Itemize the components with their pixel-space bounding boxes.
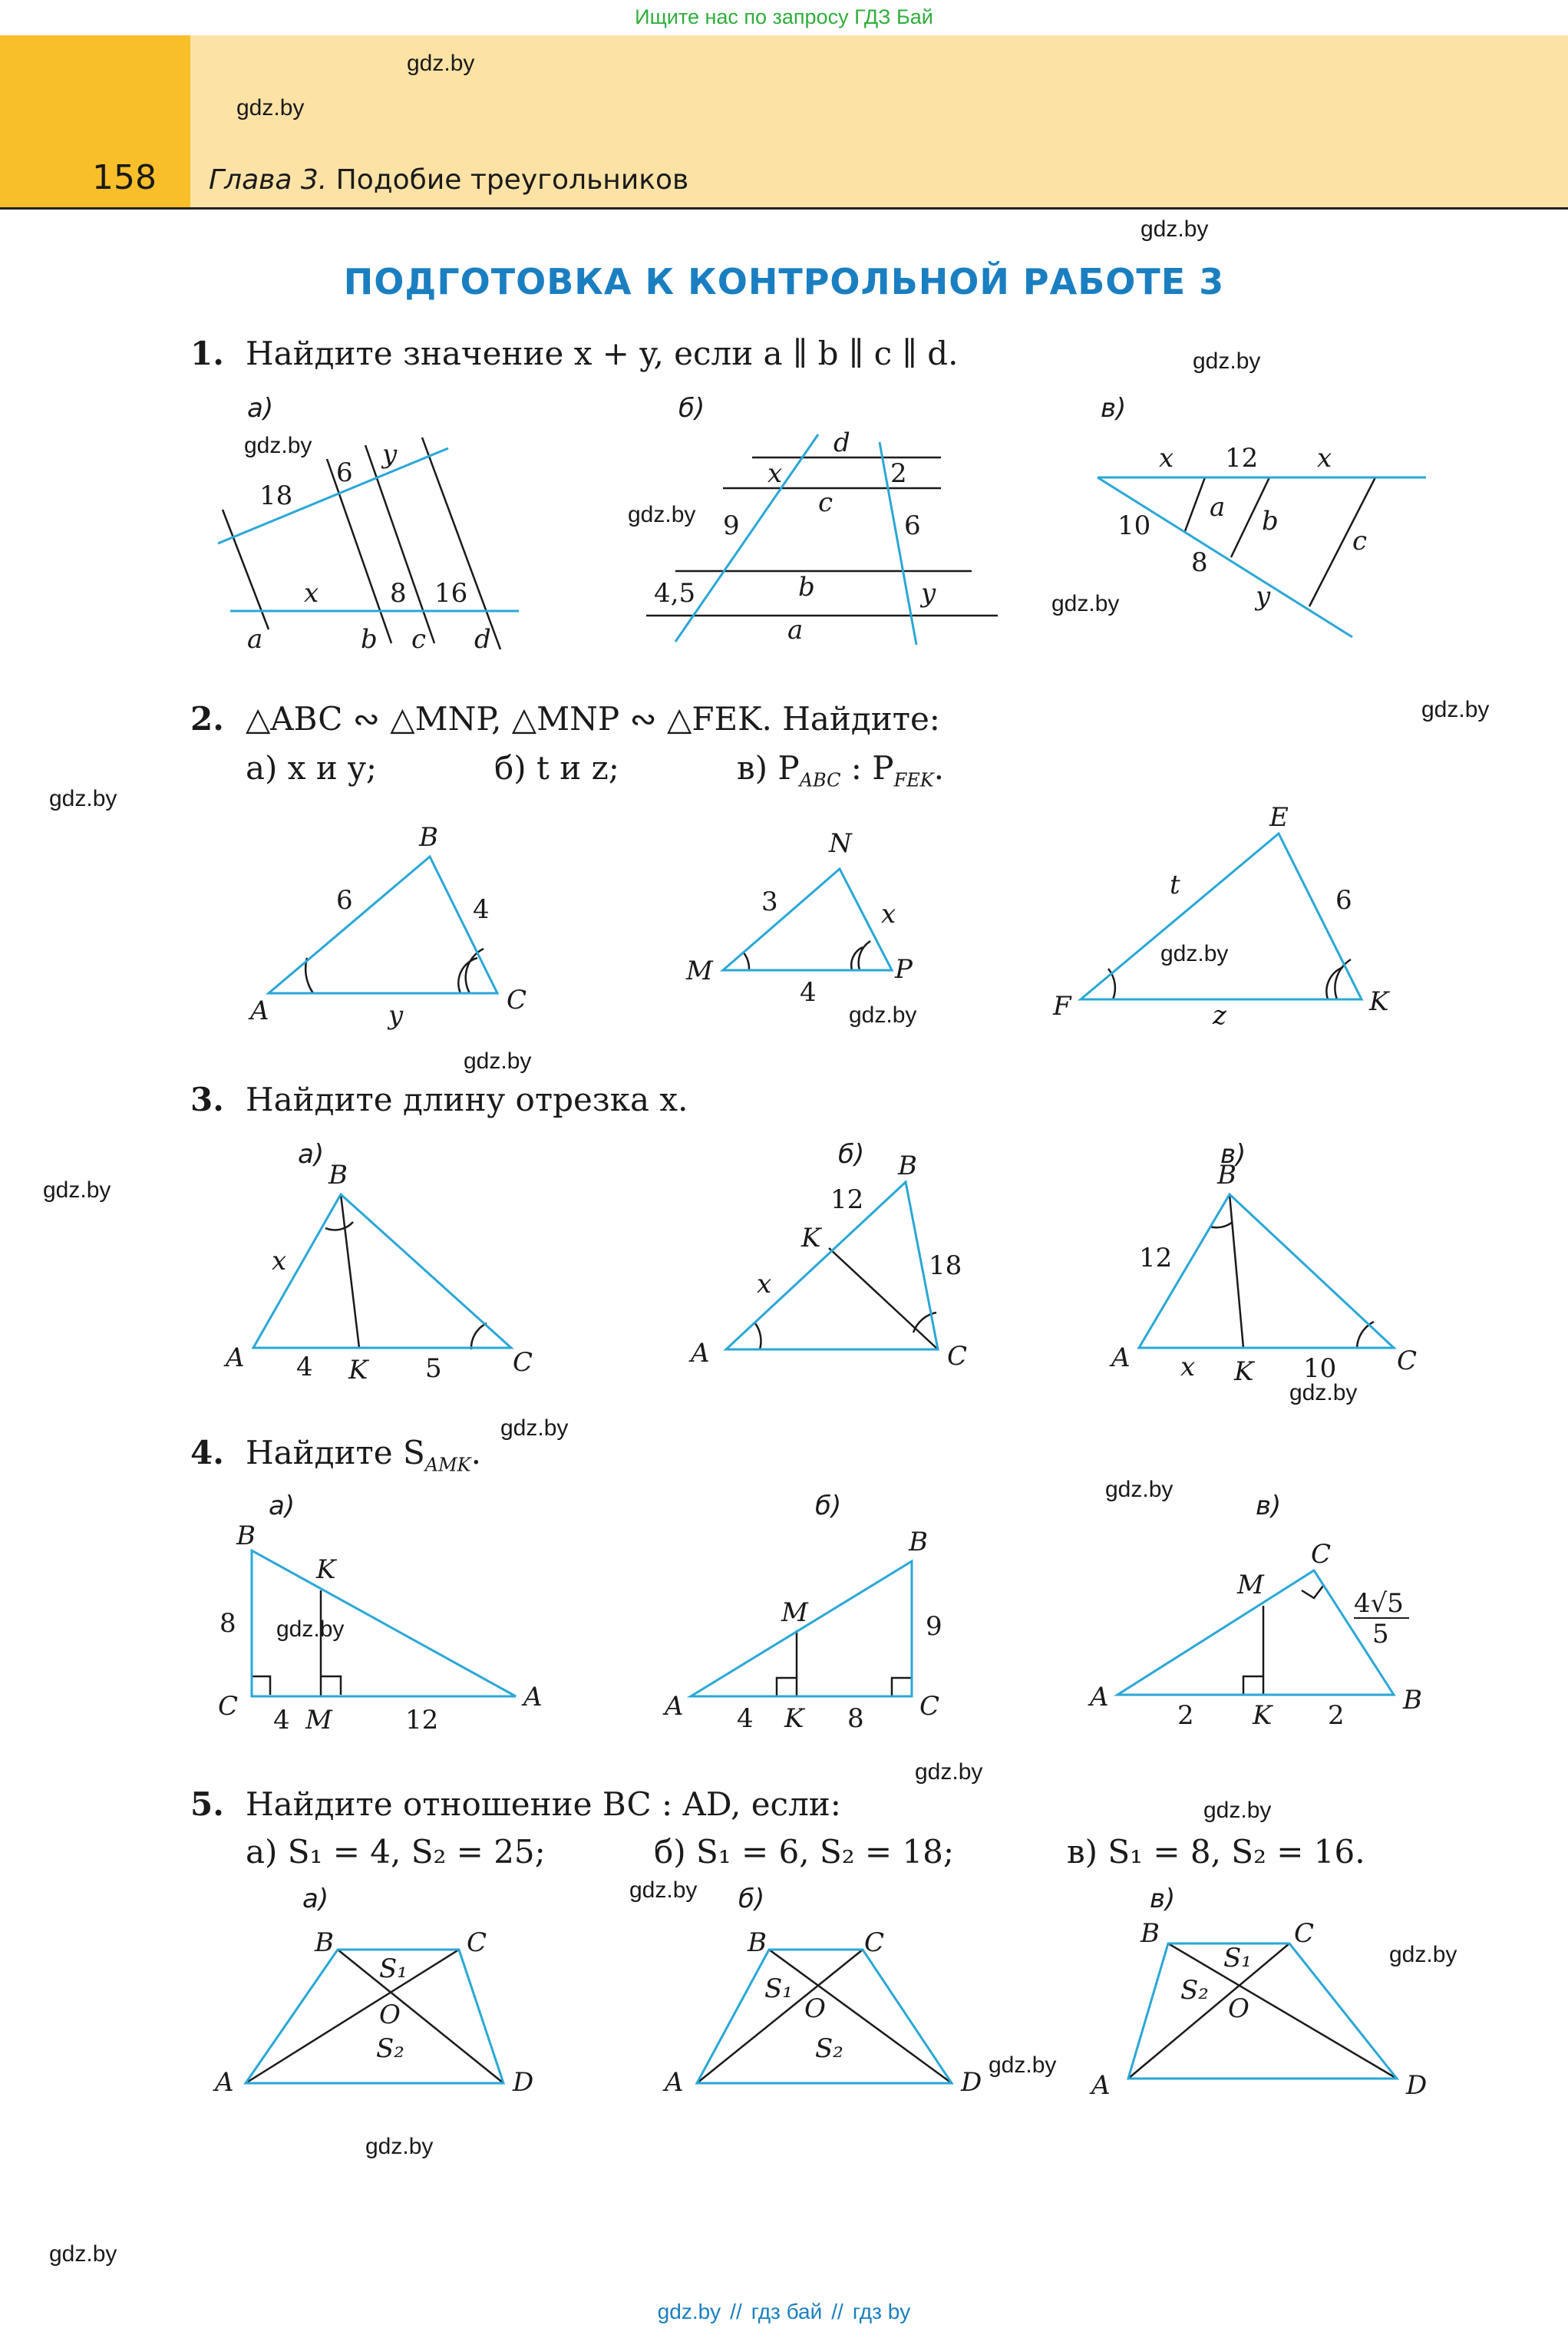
watermark: gdz.by <box>365 2134 434 2159</box>
side-label: 4 <box>273 1705 290 1735</box>
side-label: x <box>881 899 896 930</box>
right-angle-mark <box>892 1678 912 1696</box>
task-text: Найдите отношение BC : AD, если: <box>246 1785 841 1823</box>
fig-label: б) <box>738 1884 765 1914</box>
line-a <box>1185 477 1205 531</box>
vertex-label: K <box>348 1355 368 1385</box>
label: 6 <box>336 457 353 488</box>
vertex-label: B <box>1217 1160 1236 1190</box>
diagonal-bd <box>338 1950 503 2083</box>
vertex-label: K <box>784 1703 804 1734</box>
vertex-label: C <box>919 1691 940 1722</box>
side-label: x <box>757 1269 772 1299</box>
task-5-part-b: б) S₁ = 6, S₂ = 18; <box>654 1833 955 1871</box>
watermark: gdz.by <box>989 2052 1057 2078</box>
footer-link[interactable]: гдз by <box>852 2300 911 2323</box>
angle-arc <box>466 949 484 993</box>
line-d <box>422 438 500 649</box>
side-label: 18 <box>929 1250 962 1281</box>
watermark: gdz.by <box>1193 348 1261 374</box>
side-label: 8 <box>220 1608 236 1639</box>
task-number: 3. <box>190 1081 224 1118</box>
diagonal-bd <box>1168 1943 1397 2079</box>
triangle-fek <box>1081 834 1362 999</box>
angle-arc <box>743 952 749 970</box>
trapezoid-abcd <box>1128 1943 1397 2079</box>
label: a <box>247 624 263 655</box>
vertex-label: K <box>1234 1356 1254 1387</box>
label: 4,5 <box>654 578 696 609</box>
vertex-label: P <box>895 954 913 985</box>
side-label: 4 <box>737 1703 754 1734</box>
side-label: 4 <box>296 1352 313 1382</box>
subscript-amk: AMK <box>424 1454 471 1476</box>
watermark: gdz.by <box>464 1048 532 1074</box>
label: 10 <box>1117 510 1151 541</box>
fig-label: а) <box>247 393 274 424</box>
vertex-label: O <box>1228 1993 1249 2024</box>
chapter-name: Подобие треугольников <box>335 164 689 196</box>
vertex-label: E <box>1269 802 1289 833</box>
task-number: 2. <box>190 700 224 738</box>
label: x <box>1317 443 1332 474</box>
vertex-label: M <box>781 1597 808 1628</box>
transversal <box>218 448 448 543</box>
vertex-label: C <box>507 985 527 1015</box>
triangle-bca <box>252 1550 516 1696</box>
diagonal-bd <box>769 1950 952 2083</box>
right-angle-mark <box>777 1678 797 1696</box>
vertex-label: M <box>686 956 713 986</box>
watermark: gdz.by <box>1160 941 1229 966</box>
vertex-label: B <box>1141 1918 1160 1949</box>
vertex-label: M <box>305 1705 332 1735</box>
perimeter-p: в) P <box>737 749 800 787</box>
task-text: Найдите значение x + y, если a ∥ b ∥ c ∥ d. <box>246 335 959 372</box>
side-label: 5 <box>425 1353 442 1384</box>
label: x <box>1159 443 1174 474</box>
vertex-label: A <box>1091 2070 1111 2101</box>
side-label: 3 <box>761 887 778 917</box>
vertex-label: B <box>419 822 438 853</box>
side-label: 12 <box>1139 1243 1173 1273</box>
vertex-label: K <box>801 1223 821 1253</box>
watermark: gdz.by <box>276 1616 345 1642</box>
label: x <box>767 458 783 489</box>
label: x <box>304 578 319 609</box>
fig-label: а) <box>302 1884 329 1914</box>
angle-arc <box>325 1222 353 1230</box>
label: y <box>921 578 936 609</box>
label: b <box>1262 506 1279 537</box>
vertex-label: O <box>379 2000 401 2030</box>
vertex-label: C <box>218 1691 239 1722</box>
side-label: 9 <box>926 1611 942 1642</box>
side-label: t <box>1170 870 1180 900</box>
vertex-label: B <box>909 1527 928 1557</box>
label: 8 <box>1191 547 1208 578</box>
watermark: gdz.by <box>49 2241 117 2267</box>
task-text: Найдите длину отрезка x. <box>246 1081 688 1118</box>
label: 8 <box>390 578 407 609</box>
watermark: gdz.by <box>915 1759 983 1785</box>
label: 2 <box>890 458 907 489</box>
task-text: Найдите S <box>246 1434 425 1471</box>
chapter-prefix: Глава 3. <box>209 164 328 196</box>
side-label: 4 <box>800 977 817 1008</box>
watermark: gdz.by <box>1203 1798 1272 1823</box>
vertex-label: A <box>226 1342 245 1373</box>
task-5-part-c: в) S₁ = 8, S₂ = 16. <box>1067 1833 1365 1871</box>
angle-arc <box>755 1323 761 1349</box>
top-banner[interactable]: Ищите нас по запросу ГДЗ Бай <box>635 5 933 28</box>
area-label: S₂ <box>815 2033 843 2064</box>
vertex-label: C <box>947 1341 968 1372</box>
task-number: 1. <box>190 335 224 372</box>
fig-label: в) <box>1220 1139 1246 1170</box>
vertex-label: N <box>829 828 852 859</box>
subscript-fek: FEK <box>893 769 934 791</box>
page-title: ПОДГОТОВКА К КОНТРОЛЬНОЙ РАБОТЕ 3 <box>343 261 1225 302</box>
side-label: 8 <box>847 1703 864 1734</box>
vertex-label: B <box>328 1160 348 1190</box>
vertex-label: K <box>316 1554 336 1585</box>
task-text: △ABC ∾ △MNP, △MNP ∾ △FEK. Найдите: <box>246 700 940 738</box>
diagonal-ac <box>1128 1943 1289 2079</box>
side-label: 6 <box>1335 885 1352 916</box>
watermark: gdz.by <box>1389 1942 1457 1967</box>
label: d <box>474 624 491 655</box>
period: . <box>470 1434 481 1471</box>
fig-label: а) <box>269 1491 295 1521</box>
label: a <box>1210 492 1226 523</box>
vertex-label: A <box>691 1338 710 1369</box>
side-label: z <box>1213 1000 1226 1031</box>
segment-bk <box>341 1194 359 1348</box>
period: . <box>933 749 945 787</box>
vertex-label: F <box>1053 991 1071 1022</box>
footer-links <box>0 2300 1568 2324</box>
area-label: S₁ <box>379 1953 408 1984</box>
side-label: 5 <box>1372 1619 1389 1649</box>
side-label: 6 <box>336 885 353 916</box>
label: c <box>411 624 427 655</box>
fig-label: в) <box>1101 393 1127 424</box>
area-label: S₁ <box>764 1973 793 2004</box>
vertex-label: B <box>315 1927 334 1958</box>
vertex-label: C <box>1397 1346 1418 1376</box>
right-angle-mark <box>1243 1676 1263 1695</box>
vertex-label: C <box>513 1347 533 1378</box>
vertex-label: D <box>961 2067 982 2098</box>
label: a <box>787 615 804 646</box>
triangle-mnp <box>723 869 892 970</box>
vertex-label: C <box>864 1927 885 1958</box>
label: b <box>361 624 378 655</box>
angle-arc <box>305 958 313 993</box>
fig-label: б) <box>815 1491 842 1521</box>
diagonal-ac <box>246 1950 459 2083</box>
vertex-label: B <box>1403 1685 1422 1716</box>
watermark: gdz.by <box>1141 216 1209 242</box>
transversal <box>675 434 818 642</box>
right-angle-mark <box>1302 1586 1323 1598</box>
watermark: gdz.by <box>236 95 305 121</box>
task-5-part-a: а) S₁ = 4, S₂ = 25; <box>246 1833 546 1871</box>
watermark: gdz.by <box>629 1877 698 1903</box>
watermark: gdz.by <box>407 51 475 76</box>
label: y <box>1256 581 1271 612</box>
fig-label: в) <box>1150 1884 1176 1914</box>
segment-bk <box>1230 1194 1243 1348</box>
watermark: gdz.by <box>1051 591 1120 616</box>
vertex-label: C <box>1294 1918 1315 1949</box>
triangle-abc <box>1139 1194 1394 1348</box>
watermark: gdz.by <box>1421 697 1490 722</box>
vertex-label: A <box>665 2067 684 2098</box>
watermark: gdz.by <box>244 433 312 458</box>
area-label: S₂ <box>376 2033 404 2064</box>
label: c <box>1352 526 1368 556</box>
vertex-label: O <box>804 1993 826 2024</box>
label: 18 <box>259 480 293 511</box>
angle-arc <box>859 941 870 970</box>
side-label: 12 <box>830 1184 864 1215</box>
subscript-abc: ABC <box>799 769 841 791</box>
right-angle-mark <box>252 1676 270 1695</box>
triangle-abc <box>253 1194 511 1348</box>
label: d <box>834 428 850 458</box>
area-label: S₁ <box>1223 1943 1252 1973</box>
side-label: x <box>1180 1352 1196 1382</box>
watermark: gdz.by <box>628 502 696 527</box>
vertex-label: K <box>1253 1700 1273 1731</box>
label: c <box>818 487 834 518</box>
side-label: 4√5 <box>1354 1588 1404 1619</box>
label: 6 <box>904 510 921 541</box>
fig-label: а) <box>298 1139 325 1170</box>
label: 12 <box>1225 443 1259 474</box>
fig-label: б) <box>678 393 705 424</box>
label: b <box>798 572 815 603</box>
area-label: S₂ <box>1180 1975 1209 2006</box>
vertex-label: D <box>1406 2070 1428 2101</box>
vertex-label: A <box>1111 1342 1131 1373</box>
vertex-label: K <box>1369 986 1389 1017</box>
side-label: 2 <box>1177 1700 1194 1731</box>
vertex-label: C <box>1311 1539 1332 1570</box>
label: 9 <box>723 510 740 541</box>
ratio-sep: : P <box>840 749 894 787</box>
vertex-label: M <box>1237 1570 1264 1600</box>
footer-link[interactable]: gdz.by <box>657 2300 721 2323</box>
watermark: gdz.by <box>43 1177 111 1203</box>
watermark: gdz.by <box>1289 1380 1358 1405</box>
label: 16 <box>434 578 468 609</box>
page-number: 158 <box>92 158 157 197</box>
right-angle-mark <box>321 1676 341 1695</box>
side-label: 10 <box>1303 1353 1337 1384</box>
side-label: x <box>272 1246 287 1276</box>
vertex-label: B <box>898 1151 917 1181</box>
trapezoid-abcd <box>246 1950 503 2083</box>
vertex-label: A <box>665 1691 684 1722</box>
side-label: 2 <box>1328 1700 1345 1731</box>
line-c <box>365 445 434 643</box>
task-2-part-b: б) t и z; <box>494 749 619 787</box>
label: y <box>382 439 398 470</box>
vertex-label: A <box>1090 1682 1109 1712</box>
watermark: gdz.by <box>49 786 117 811</box>
vertex-label: A <box>250 996 269 1026</box>
angle-arc <box>471 1323 487 1349</box>
vertex-label: B <box>236 1521 256 1551</box>
watermark: gdz.by <box>849 1002 917 1028</box>
task-2-part-a: а) x и y; <box>246 749 378 787</box>
task-number: 4. <box>190 1434 224 1471</box>
side-label: 4 <box>473 894 490 925</box>
vertex-label: A <box>215 2067 234 2098</box>
watermark: gdz.by <box>500 1415 569 1441</box>
fig-label: б) <box>838 1139 865 1170</box>
footer-sep: // <box>730 2300 742 2323</box>
triangle-abc <box>269 857 497 993</box>
watermark: gdz.by <box>1105 1477 1174 1502</box>
task-number: 5. <box>190 1785 224 1823</box>
triangle-abc <box>691 1561 912 1696</box>
footer-link[interactable]: гдз бай <box>751 2300 823 2323</box>
footer-sep: // <box>831 2300 843 2323</box>
angle-arc <box>1335 959 1351 999</box>
fig-label: в) <box>1256 1491 1282 1521</box>
vertex-label: A <box>523 1682 543 1712</box>
side-label: 12 <box>405 1705 439 1735</box>
vertex-label: D <box>513 2067 534 2098</box>
vertex-label: B <box>748 1927 767 1958</box>
vertex-label: C <box>467 1927 487 1958</box>
side-label: y <box>388 1000 404 1031</box>
